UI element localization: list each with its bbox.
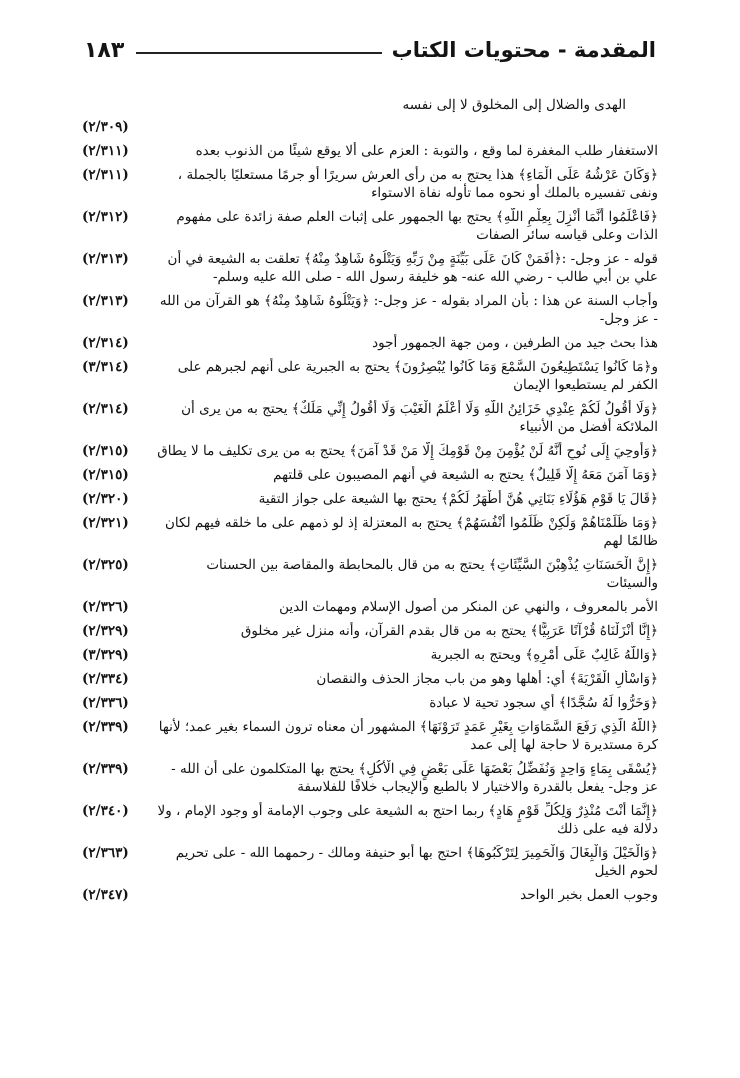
entry-text: ﴿وَاللَّهُ غَالِبٌ عَلَى أَمْرِهِ﴾ ويحتج به الجبرية (430, 647, 658, 663)
list-item (82, 886, 658, 904)
entry-text: ﴿إِنَّا أَنْزَلْنَاهُ قُرْآنًا عَرَبِيًّا﴾ يحتج به من قال بقدم القرآن، وأنه منزل غير مخلوق (240, 623, 658, 639)
list-item (82, 760, 658, 796)
entry-reference: (٢/٣٣٩) (82, 719, 129, 735)
entry-text: ﴿وَاسْأَلِ الْقَرْيَةَ﴾ أي: أهلها وهو من باب مجاز الحذف والنقصان (316, 671, 658, 687)
entry-reference: (٢/٣٢٥) (82, 557, 129, 573)
list-item (82, 694, 658, 712)
entry-reference: (٢/٣٢١) (82, 515, 129, 531)
list-item (82, 646, 658, 664)
list-item (82, 358, 658, 394)
entry-text: وجوب العمل بخبر الواحد (520, 887, 658, 903)
entry-reference: (٣/٣١٤) (82, 359, 129, 375)
entry-text: قوله - عز وجل- :﴿أَفَمَنْ كَانَ عَلَى بَيِّنَةٍ مِنْ رَبِّهِ وَيَتْلُوهُ شَاهِدٌ مِنْهُ﴾ تعلقت به الشيعة في أن علي بن أبي طالب - رضي الله عنه- هو خليفة رسول الله - صلى الله عليه وسلم- (167, 251, 658, 285)
header-title: المقدمة - محتويات الكتاب (391, 38, 656, 62)
entry-reference: (٢/٣١٤) (82, 335, 129, 351)
entry-text: ﴿وَلَا أَقُولُ لَكُمْ عِنْدِي خَزَائِنُ اللَّهِ وَلَا أَعْلَمُ الْغَيْبَ وَلَا أَقُولُ إِنِّي مَلَكٌ﴾ يحتج به من يرى أن الملائكة أفضل من الأنبياء (181, 401, 658, 435)
list-item (82, 166, 658, 202)
entry-reference: (٢/٣١٤) (82, 401, 129, 417)
entry-reference: (٢/٣١٢) (82, 209, 129, 225)
entry-reference: (٢/٣٣٩) (82, 761, 129, 777)
entry-reference: (٣/٣٢٩) (82, 647, 129, 663)
entries-list (82, 96, 658, 910)
list-item (82, 622, 658, 640)
entry-text: ﴿إِنَّ الْحَسَنَاتِ يُذْهِبْنَ السَّيِّئَاتِ﴾ يحتج به من قال بالمحابطة والمقاصة بين الحسنات والسيئات (206, 557, 658, 591)
list-item (82, 514, 658, 550)
entry-text: و﴿مَا كَانُوا يَسْتَطِيعُونَ السَّمْعَ وَمَا كَانُوا يُبْصِرُونَ﴾ يحتج به الجبرية على أنهم لجبرهم على الكفر لم يستطيعوا الإيمان (177, 359, 658, 393)
page-number: ١٨٣ (84, 37, 125, 63)
entry-reference: (٢/٣٠٩) (82, 119, 129, 135)
intro-line: الهدى والضلال إلى المخلوق لا إلى نفسه (402, 97, 626, 113)
list-item (82, 718, 658, 754)
entry-reference: (٢/٣١١) (82, 143, 129, 159)
entry-reference: (٢/٣٤٠) (82, 803, 129, 819)
entry-reference: (٢/٣١٣) (82, 293, 129, 309)
running-header (84, 30, 656, 70)
list-item (82, 670, 658, 688)
list-item (82, 844, 658, 880)
entry-text: الأمر بالمعروف ، والنهي عن المنكر من أصول الإسلام ومهمات الدين (279, 599, 658, 615)
entry-reference: (٢/٣٢٦) (82, 599, 129, 615)
entry-reference: (٢/٣٢٩) (82, 623, 129, 639)
entry-reference: (٢/٣١١) (82, 167, 129, 183)
entry-reference: (٢/٣١٥) (82, 443, 129, 459)
header-rule (136, 52, 381, 54)
entry-text: ﴿يُسْقَى بِمَاءٍ وَاحِدٍ وَنُفَضِّلُ بَعْضَهَا عَلَى بَعْضٍ فِي الْأُكُلِ﴾ يحتج بها المتكلمون على أن الله - عز وجل- يفعل بالقدرة والاختيار لا بالطبع والإيجاب خلافًا للفلاسفة (171, 761, 658, 795)
list-item (82, 334, 658, 352)
entry-text: ﴿وَمَا آمَنَ مَعَهُ إِلَّا قَلِيلٌ﴾ يحتج به الشيعة في أنهم المصيبون على قلتهم (273, 467, 658, 483)
list-item (82, 802, 658, 838)
list-item (82, 442, 658, 460)
entry-text: ﴿وَالْخَيْلَ وَالْبِغَالَ وَالْحَمِيرَ لِتَرْكَبُوهَا﴾ احتج بها أبو حنيفة ومالك - رحمهما الله - على تحريم لحوم الخيل (175, 845, 658, 879)
entry-reference: (٢/٣٢٠) (82, 491, 129, 507)
list-item (82, 118, 658, 136)
entry-text: ﴿إِنَّمَا أَنْتَ مُنْذِرٌ وَلِكُلِّ قَوْمٍ هَادٍ﴾ ربما احتج به الشيعة على وجوب الإمامة أو وجود الإمام ، ولا دلالة فيه على ذلك (157, 803, 658, 837)
list-item (82, 490, 658, 508)
entry-reference: (٢/٣١٣) (82, 251, 129, 267)
list-item (82, 466, 658, 484)
entry-text: ﴿قَالَ يَا قَوْمِ هَؤُلَاءِ بَنَاتِي هُنَّ أَطْهَرُ لَكُمْ﴾ يحتج بها الشيعة على جواز التقية (258, 491, 658, 507)
entry-text: ﴿وَكَانَ عَرْشُهُ عَلَى الْمَاءِ﴾ هذا يحتج به من رأى العرش سريرًا أو جرمًا مستعليًا بالجملة ، ونفى تفسيره بالملك أو نحوه مما تأوله نفاة الاستواء (177, 167, 658, 201)
entry-text: ﴿اللَّهُ الَّذِي رَفَعَ السَّمَاوَاتِ بِغَيْرِ عَمَدٍ تَرَوْنَهَا﴾ المشهور أن معناه ترون السماء بغير عمد؛ لأنها كرة مستديرة لا حاجة لها إلى عمد (158, 719, 658, 753)
list-item (82, 208, 658, 244)
entry-text: ﴿وَخَرُّوا لَهُ سُجَّدًا﴾ أي سجود تحية لا عبادة (429, 695, 658, 711)
list-item (82, 400, 658, 436)
entry-text: هذا بحث جيد من الطرفين ، ومن جهة الجمهور أجود (372, 335, 658, 351)
entry-text: ﴿فَاعْلَمُوا أَنَّمَا أُنْزِلَ بِعِلْمِ اللَّهِ﴾ يحتج بها الجمهور على إثبات العلم صفة زائدة على مفهوم الذات وعلى قياسه سائر الصفات (176, 209, 658, 243)
entry-reference: (٢/٣١٥) (82, 467, 129, 483)
list-item (82, 142, 658, 160)
entry-reference: (٢/٣٣٤) (82, 671, 129, 687)
entry-reference: (٢/٣٣٦) (82, 695, 129, 711)
entry-text: ﴿وَمَا ظَلَمْنَاهُمْ وَلَكِنْ ظَلَمُوا أَنْفُسَهُمْ﴾ يحتج به المعتزلة إذ لو ذمهم على ما خلقه فيهم لكان ظالمًا لهم (164, 515, 658, 549)
entry-text: وأجاب السنة عن هذا : بأن المراد بقوله - عز وجل-: ﴿وَيَتْلُوهُ شَاهِدٌ مِنْهُ﴾ هو القرآن من الله - عز وجل- (159, 293, 658, 327)
entry-text: ﴿وَأُوحِيَ إِلَى نُوحٍ أَنَّهُ لَنْ يُؤْمِنَ مِنْ قَوْمِكَ إِلَّا مَنْ قَدْ آمَنَ﴾ يحتج به من يرى تكليف ما لا يطاق (157, 443, 658, 459)
list-item (82, 292, 658, 328)
entry-text: الاستغفار طلب المغفرة لما وقع ، والتوبة : العزم على ألا يوقع شيئًا من الذنوب بعده (195, 143, 658, 159)
entry-reference: (٢/٣٦٣) (82, 845, 129, 861)
list-item (82, 556, 658, 592)
list-item (82, 598, 658, 616)
list-item (82, 250, 658, 286)
entry-reference: (٢/٣٤٧) (82, 887, 129, 903)
